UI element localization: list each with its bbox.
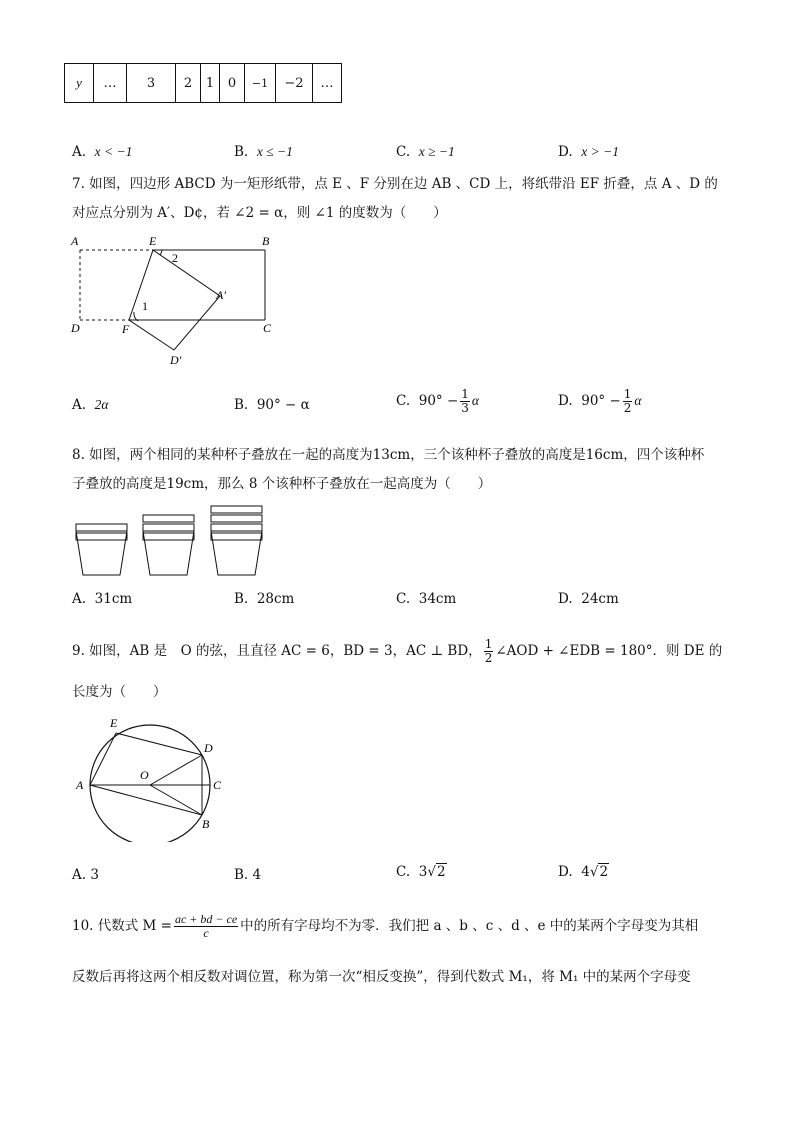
option-a[interactable]: A. 2α [72, 397, 109, 413]
two-stacked-cups [76, 524, 127, 575]
label-a-prime: A′ [216, 288, 226, 302]
segment-ob [150, 785, 202, 815]
q8-cups-figure [70, 500, 270, 582]
value-table [64, 63, 342, 103]
option-c[interactable]: C. 3√2 [396, 864, 446, 880]
table-cell: 3 [127, 64, 176, 103]
label-b: B [202, 817, 210, 831]
label-f: F [122, 322, 130, 336]
table-row [65, 64, 342, 103]
option-b[interactable]: B. 90° − α [234, 397, 310, 413]
option-d[interactable]: D. 24cm [558, 591, 619, 607]
q7-fold-figure [64, 232, 284, 372]
q7-line1: 7. 如图，四边形 ABCD 为一矩形纸带，点 E 、F 分别在边 AB 、CD 上，将纸带沿 EF 折叠，点 A 、D 的 [72, 176, 718, 192]
label-d: D [204, 741, 213, 755]
segment-od [150, 755, 202, 785]
table-cell: y [65, 64, 94, 103]
chord-ed [116, 733, 202, 755]
label-angle-2: 2 [172, 251, 178, 265]
q10-line1: 10. 代数式 M = $\frac{ac + bd - ce}{c}$ 中的所有字母均不为零．我们把 a 、b 、c 、d 、e 中的某两个字母变为其相 [72, 912, 699, 940]
label-c: C [263, 321, 272, 335]
option-d[interactable]: D. 90° − $\frac{1}{2}$ α [558, 387, 642, 415]
option-b[interactable]: B. 4 [234, 867, 262, 883]
label-a: A [76, 778, 84, 792]
table-cell: −1 [245, 64, 276, 103]
table-cell: −2 [276, 64, 313, 103]
option-c[interactable]: C. 90° − $\frac{1}{3}$ α [396, 387, 479, 415]
option-d[interactable]: D. x > −1 [558, 144, 619, 160]
option-a[interactable]: A. x < −1 [72, 144, 133, 160]
q7-line2: 对应点分别为 A′、D¢，若 ∠2 = α，则 ∠1 的度数为（ ） [72, 205, 447, 221]
circle-o [90, 725, 210, 842]
table-cell: 0 [220, 64, 245, 103]
option-a[interactable]: A. 3 [72, 867, 99, 883]
q9-line2: 长度为（ ） [72, 684, 167, 700]
q8-line2: 子叠放的高度是19cm，那么 8 个该种杯子叠放在一起高度为（ ） [72, 476, 492, 492]
table-cell: 1 [201, 64, 220, 103]
option-d[interactable]: D. 4√2 [558, 864, 609, 880]
option-b[interactable]: B. x ≤ −1 [234, 144, 293, 160]
q9-circle-figure [70, 712, 240, 842]
option-c[interactable]: C. 34cm [396, 591, 457, 607]
table-cell: … [313, 64, 342, 103]
q9-line1: 9. 如图，AB 是 O 的弦，且直径 AC = 6，BD = 3，AC ⊥ BD， $\frac{1}{2}$ ∠AOD + ∠EDB = 180°．则 DE 的 [72, 637, 723, 665]
chord-ab [90, 785, 202, 815]
option-c[interactable]: C. x ≥ −1 [396, 144, 455, 160]
table-cell: … [94, 64, 127, 103]
option-a[interactable]: A. 31cm [72, 591, 133, 607]
table-cell: 2 [176, 64, 201, 103]
label-e: E [110, 716, 118, 730]
three-stacked-cups [143, 515, 194, 575]
label-b: B [262, 234, 270, 248]
chord-ea [90, 733, 116, 785]
option-b[interactable]: B. 28cm [234, 591, 295, 607]
angle-2-arc [160, 250, 162, 255]
q8-line1: 8. 如图，两个相同的某种杯子叠放在一起的高度为13cm，三个该种杯子叠放的高度是16cm，四个该种杯 [72, 447, 705, 463]
label-a: A [71, 234, 79, 248]
label-angle-1: 1 [142, 299, 148, 313]
label-d-prime: D′ [170, 353, 182, 367]
label-o: O [140, 768, 149, 782]
label-d: D [71, 321, 80, 335]
q10-line2: 反数后再将这两个相反数对调位置，称为第一次“相反变换”，得到代数式 M₁，将 M₁ 中的某两个字母变 [72, 969, 691, 985]
label-c: C [213, 778, 222, 792]
four-stacked-cups [211, 506, 262, 575]
label-e: E [149, 234, 157, 248]
